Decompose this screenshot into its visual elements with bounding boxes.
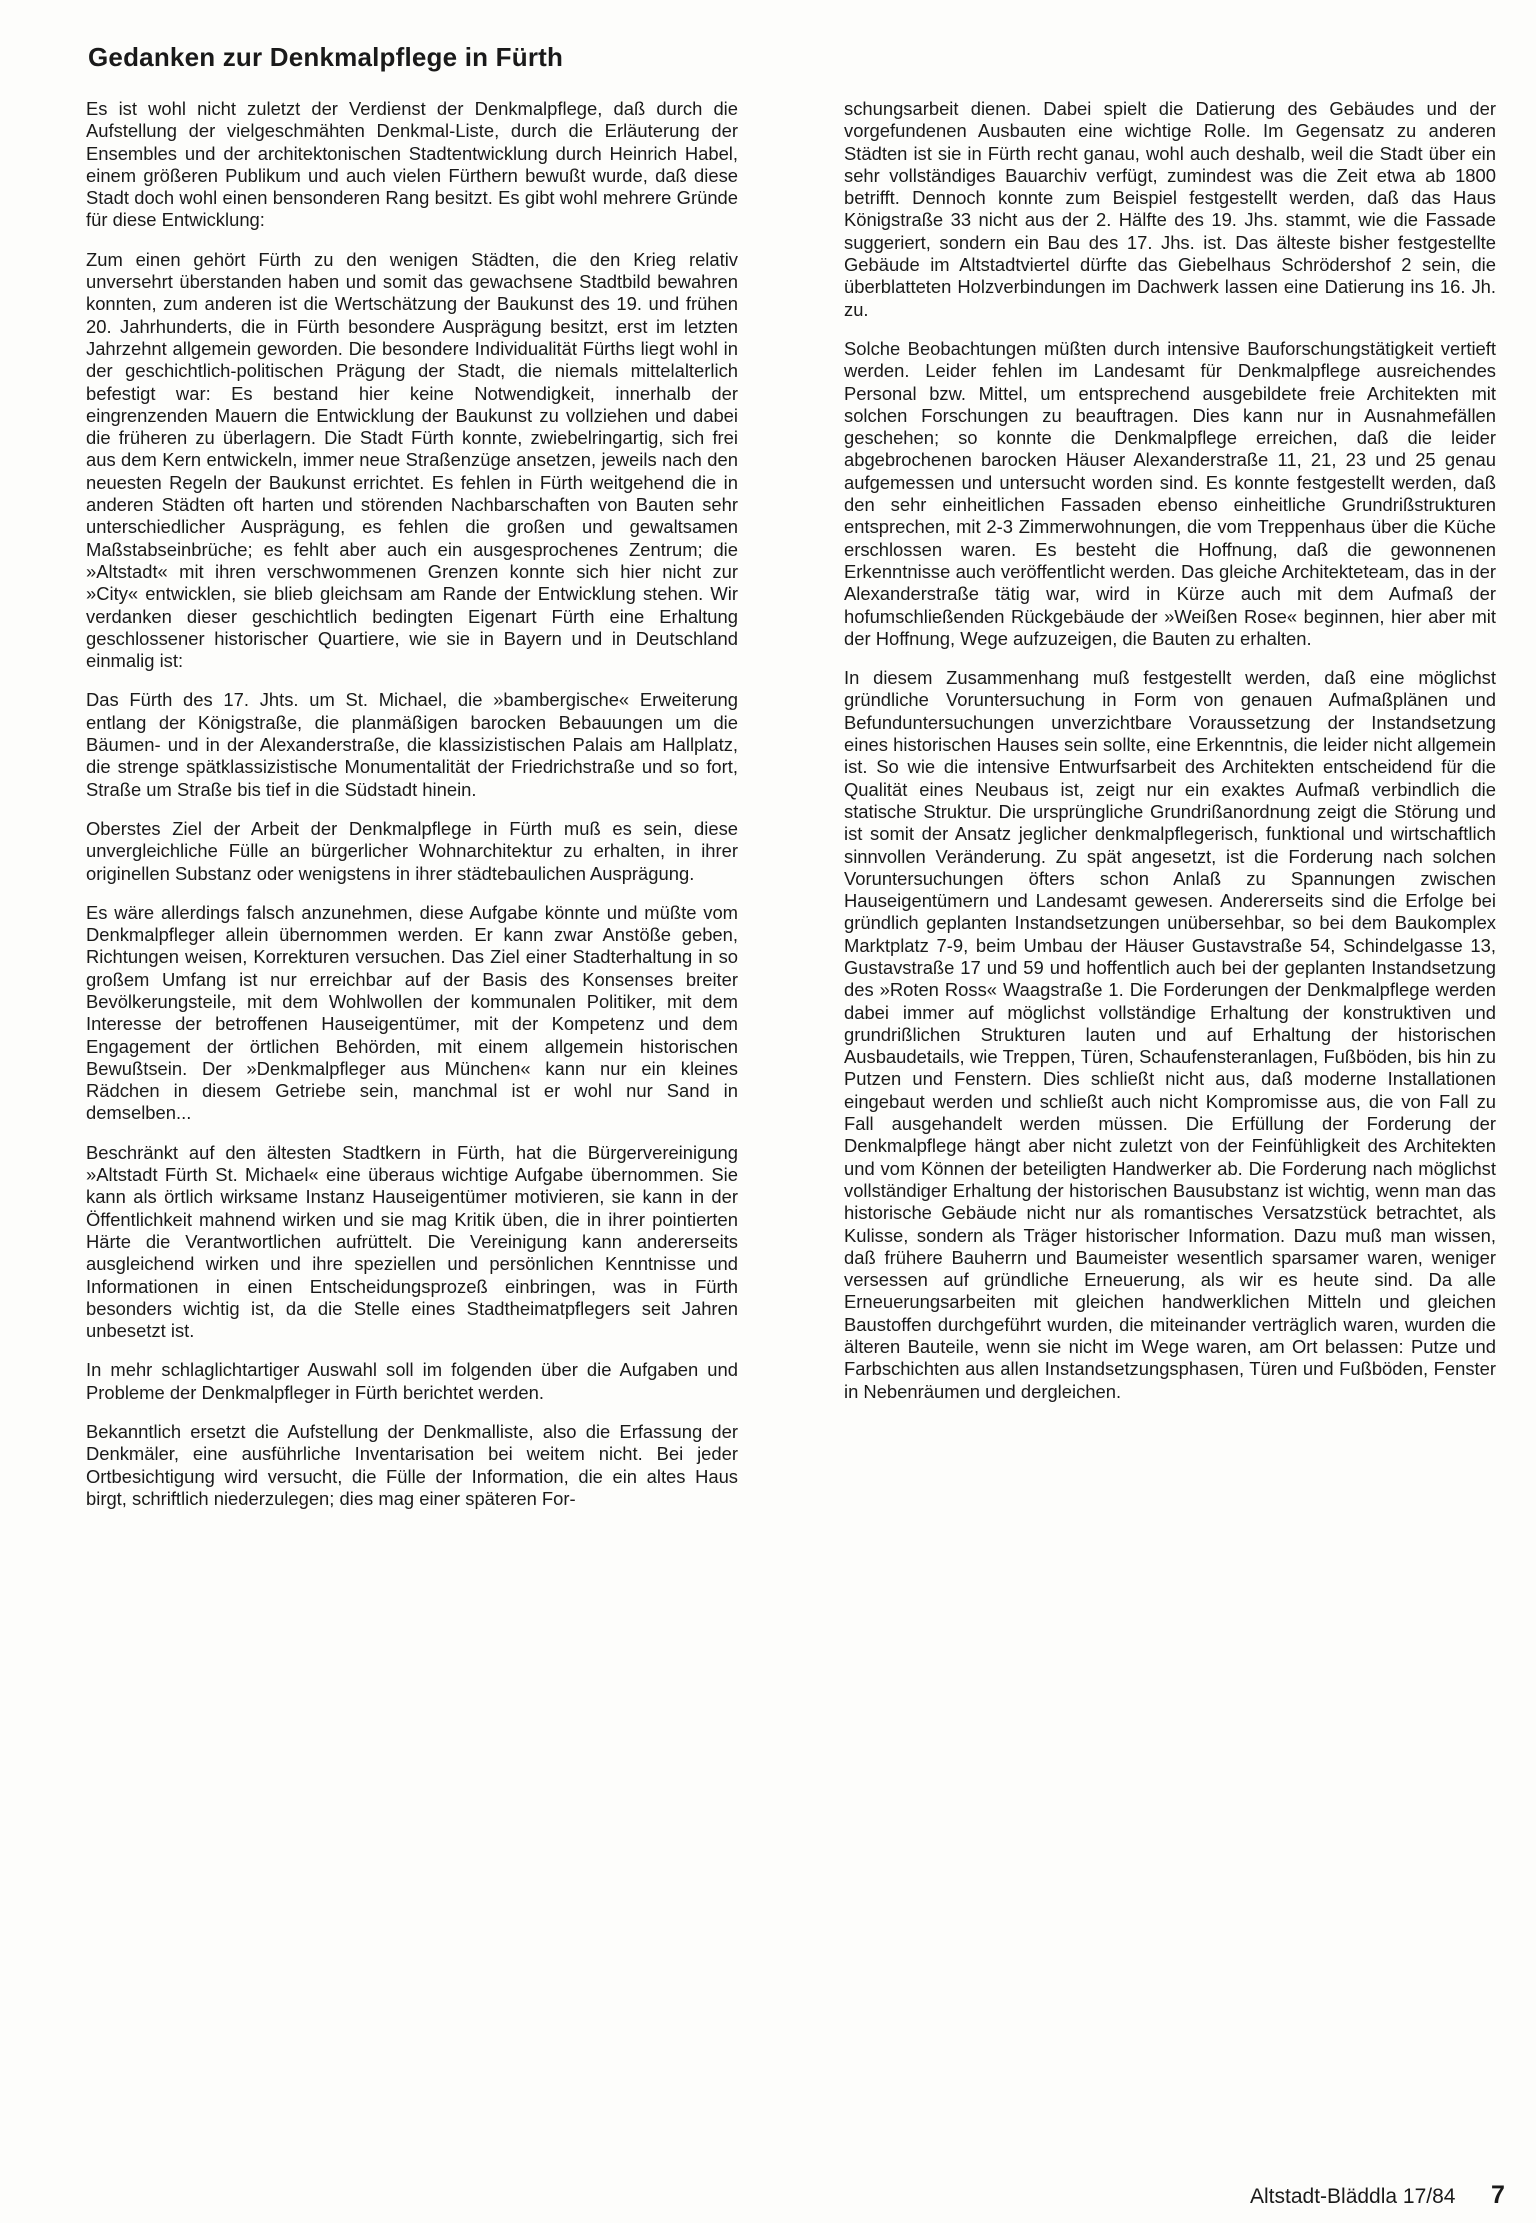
paragraph: Oberstes Ziel der Arbeit der Denkmalpflege in Fürth muß es sein, diese unvergleichliche Fülle an bürgerlicher Wohnarchitektur zu erhalten, in ihrer originellen Substanz oder wenigstens in ihrer städtebaulichen Ausprägung. [86, 817, 738, 884]
paragraph: Es ist wohl nicht zuletzt der Verdienst der Denkmalpflege, daß durch die Aufstellung der vielgeschmähten Denkmal-Liste, durch die Erläuterung der Ensembles und der architektonischen Stadtentwicklung durch Heinrich Habel, einem größeren Publikum und auch vielen Fürthern bewußt wurde, daß diese Stadt doch wohl einen bensonderen Rang besitzt. Es gibt wohl mehrere Gründe für diese Entwicklung: [86, 98, 738, 231]
paragraph: Es wäre allerdings falsch anzunehmen, diese Aufgabe könnte und müßte vom Denkmalpfleger allein übernommen werden. Er kann zwar Anstöße geben, Richtungen weisen, Korrekturen versuchen. Das Ziel einer Stadterhaltung in so großem Umfang ist nur erreichbar auf der Basis des Konsenses breiter Bevölkerungsteile, mit dem Wohlwollen der kommunalen Politiker, mit dem Interesse der betroffenen Hauseigentümer, mit der Kompetenz und dem Engagement der örtlichen Behörden, mit einem allgemein historischen Bewußtsein. Der »Denkmalpfleger aus München« kann nur ein kleines Rädchen in diesem Getriebe sein, manchmal ist er wohl nur Sand in demselben... [86, 901, 738, 1124]
paragraph: In mehr schlaglichtartiger Auswahl soll im folgenden über die Aufgaben und Probleme der Denkmalpfleger in Fürth berichtet werden. [86, 1359, 738, 1403]
paragraph: schungsarbeit dienen. Dabei spielt die Datierung des Gebäudes und der vorgefundenen Ausbauten eine wichtige Rolle. Im Gegensatz zu anderen Städten ist sie in Fürth recht ganau, wohl auch deshalb, weil die Stadt über ein sehr vollständiges Bauarchiv verfügt, zumindest was die Zeit etwa ab 1800 betrifft. Dennoch konnte zum Beispiel festgestellt werden, daß das Haus Königstraße 33 nicht aus der 2. Hälfte des 19. Jhs. stammt, wie die Fassade suggeriert, sondern ein Bau des 17. Jhs. ist. Das älteste bisher festgestellte Gebäude im Altstadtviertel dürfte das Giebelhaus Schrödershof 2 sein, die überblatteten Holzverbindungen im Dachwerk lassen eine Datierung ins 16. Jh. zu. [844, 98, 1496, 320]
paragraph: Beschränkt auf den ältesten Stadtkern in Fürth, hat die Bürgervereinigung »Altstadt Fürth St. Michael« eine überaus wichtige Aufgabe übernommen. Sie kann als örtlich wirksame Instanz Hauseigentümer motivieren, sie kann in der Öffentlichkeit mahnend wirken und sie mag Kritik üben, die in ihrer pointierten Härte die Verantwortlichen aufrüttelt. Die Vereinigung kann andererseits ausgleichend wirken und ihre speziellen und persönlichen Kenntnisse und Informationen in einen Entscheidungsprozeß einbringen, was in Fürth besonders wichtig ist, da die Stelle eines Stadtheimatpflegers seit Jahren unbesetzt ist. [86, 1141, 738, 1342]
right-column [844, 98, 1496, 1420]
page-number: 7 [1491, 2181, 1505, 2209]
article-title: Gedanken zur Denkmalpflege in Fürth [88, 42, 564, 72]
paragraph: Zum einen gehört Fürth zu den wenigen Städten, die den Krieg relativ unversehrt überstanden haben und somit das gewachsene Stadtbild bewahren konnten, zum anderen ist die Wertschätzung der Baukunst des 19. und frühen 20. Jahrhunderts, die in Fürth besondere Ausprägung besitzt, erst im letzten Jahrzehnt allgemein geworden. Die besondere Individualität Fürths liegt wohl in der geschichtlich-politischen Prägung der Stadt, die niemals mittelalterlich befestigt war: Es bestand hier keine Notwendigkeit, innerhalb der eingrenzenden Mauern die Entwicklung der Baukunst zu vollziehen und dabei die früheren zu überlagern. Die Stadt Fürth konnte, zwiebelringartig, sich frei aus dem Kern entwickeln, immer neue Straßenzüge ansetzen, jeweils nach den neuesten Regeln der Baukunst errichtet. Es fehlen in Fürth weitgehend die in anderen Städten oft harten und störenden Nachbarschaften von Bauten sehr unterschiedlicher Ausprägung, es fehlen die großen und gewaltsamen Maßstabseinbrüche; es fehlt aber auch ein ausgesprochenes Zentrum; die »Altstadt« mit ihren verschwommenen Grenzen konnte sich hier nicht zur »City« entwicklen, sie blieb gleichsam am Rande der Entwicklung stehen. Wir verdanken dieser geschichtlich bedingten Eigenart Fürth eine Erhaltung geschlossener historischer Quartiere, wie sie in Bayern und in Deutschland einmalig ist: [86, 248, 738, 672]
publication-name: Altstadt-Bläddla 17/84 [1250, 2185, 1456, 2208]
left-column [86, 98, 738, 1527]
paragraph: In diesem Zusammenhang muß festgestellt werden, daß eine möglichst gründliche Voruntersuchung in Form von genauen Aufmaßplänen und Befunduntersuchungen unverzichtbare Voraussetzung der Instandsetzung eines historischen Hauses sein sollte, eine Erkenntnis, die leider nicht allgemein ist. So wie die intensive Entwurfsarbeit des Architekten entscheidend für die Qualität eines Neubaus ist, zeigt nur ein exaktes Aufmaß verbindlich die statische Struktur. Die ursprüngliche Grundrißanordnung zeigt die Störung und ist somit der Ansatz jeglicher denkmalpflegerisch, funktional und wirtschaftlich sinnvollen Veränderung. Zu spät angesetzt, ist die Forderung nach solchen Voruntersuchungen öfters schon Anlaß zu Spannungen zwischen Hauseigentümern und Landesamt gewesen. Andererseits sind die Erfolge bei gründlich geplanten Instandsetzungen unübersehbar, so bei dem Baukomplex Marktplatz 7-9, beim Umbau der Häuser Gustavstraße 54, Schindelgasse 13, Gustavstraße 17 und 59 und hoffentlich auch bei der geplanten Instandsetzung des »Roten Ross« Waagstraße 1. Die Forderungen der Denkmalpflege werden dabei immer auf möglichst vollständige Erhaltung der konstruktiven und grundrißlichen Strukturen lauten und auf Erhaltung der historischen Ausbaudetails, wie Treppen, Türen, Schaufensteranlagen, Fußböden, bis hin zu Putzen und Fenstern. Dies schließt nicht aus, daß moderne Installationen eingebaut werden und schließt auch nicht Kompromisse aus, die von Fall zu Fall ausgehandelt werden müssen. Die Erfüllung der Forderung der Denkmalpflege hängt aber nicht zuletzt von der Feinfühligkeit des Architekten und vom Können der beteiligten Handwerker ab. Die Forderung nach möglichst vollständiger Erhaltung der historischen Bausubstanz ist wichtig, wenn man das historische Gebäude nicht nur als romantisches Versatzstück betrachtet, als Kulisse, sondern als Träger historischer Information. Dazu muß man wissen, daß frühere Bauherrn und Baumeister wesentlich sparsamer waren, weniger versessen auf gründliche Erneuerung, als wir es heute sind. Da alle Erneuerungsarbeiten mit gleichen handwerklichen Mitteln und gleichen Baustoffen durchgeführt wurden, die miteinander verträglich waren, wurden die älteren Bauteile, wenn sie nicht im Wege waren, am Ort belassen: Putze und Farbschichten aus allen Instandsetzungsphasen, Türen und Fußböden, Fenster in Nebenräumen und dergleichen. [844, 667, 1496, 1402]
paragraph: Bekanntlich ersetzt die Aufstellung der Denkmalliste, also die Erfassung der Denkmäler, eine ausführliche Inventarisation bei weitem nicht. Bei jeder Ortbesichtigung wird versucht, die Fülle der Information, die ein altes Haus birgt, schriftlich niederzulegen; dies mag einer späteren For- [86, 1421, 738, 1509]
paragraph: Solche Beobachtungen müßten durch intensive Bauforschungstätigkeit vertieft werden. Leider fehlen im Landesamt für Denkmalpflege ausreichendes Personal bzw. Mittel, um entsprechend ausgebildete freie Architekten mit solchen Forschungen zu beauftragen. Dies kann nur in Ausnahmefällen geschehen; so konnte die Denkmalpflege erreichen, daß die leider abgebrochenen barocken Häuser Alexanderstraße 11, 21, 23 und 25 genau aufgemessen und untersucht worden sind. Es konnte festgestellt werden, daß den sehr einheitlichen Fassaden ebenso einheitliche Grundrißstrukturen entsprechen, mit 2-3 Zimmerwohnungen, die vom Treppenhaus über die Küche erschlossen waren. Es besteht die Hoffnung, daß die gewonnenen Erkenntnisse auch veröffentlicht werden. Das gleiche Architekteteam, das in der Alexanderstraße tätig war, wird in Kürze auch mit dem Aufmaß der hofumschließenden Rückgebäude der »Weißen Rose« beginnen, hier aber mit der Hoffnung, Wege aufzuzeigen, die Bauten zu erhalten. [844, 337, 1496, 649]
paragraph: Das Fürth des 17. Jhts. um St. Michael, die »bambergische« Erweiterung entlang der Königstraße, die planmäßigen barocken Bebauungen um die Bäumen- und in der Alexanderstraße, die klassizistischen Palais am Hallplatz, die strenge spätklassizistische Monumentalität der Friedrichstraße und so fort, Straße um Straße bis tief in die Südstadt hinein. [86, 689, 738, 800]
